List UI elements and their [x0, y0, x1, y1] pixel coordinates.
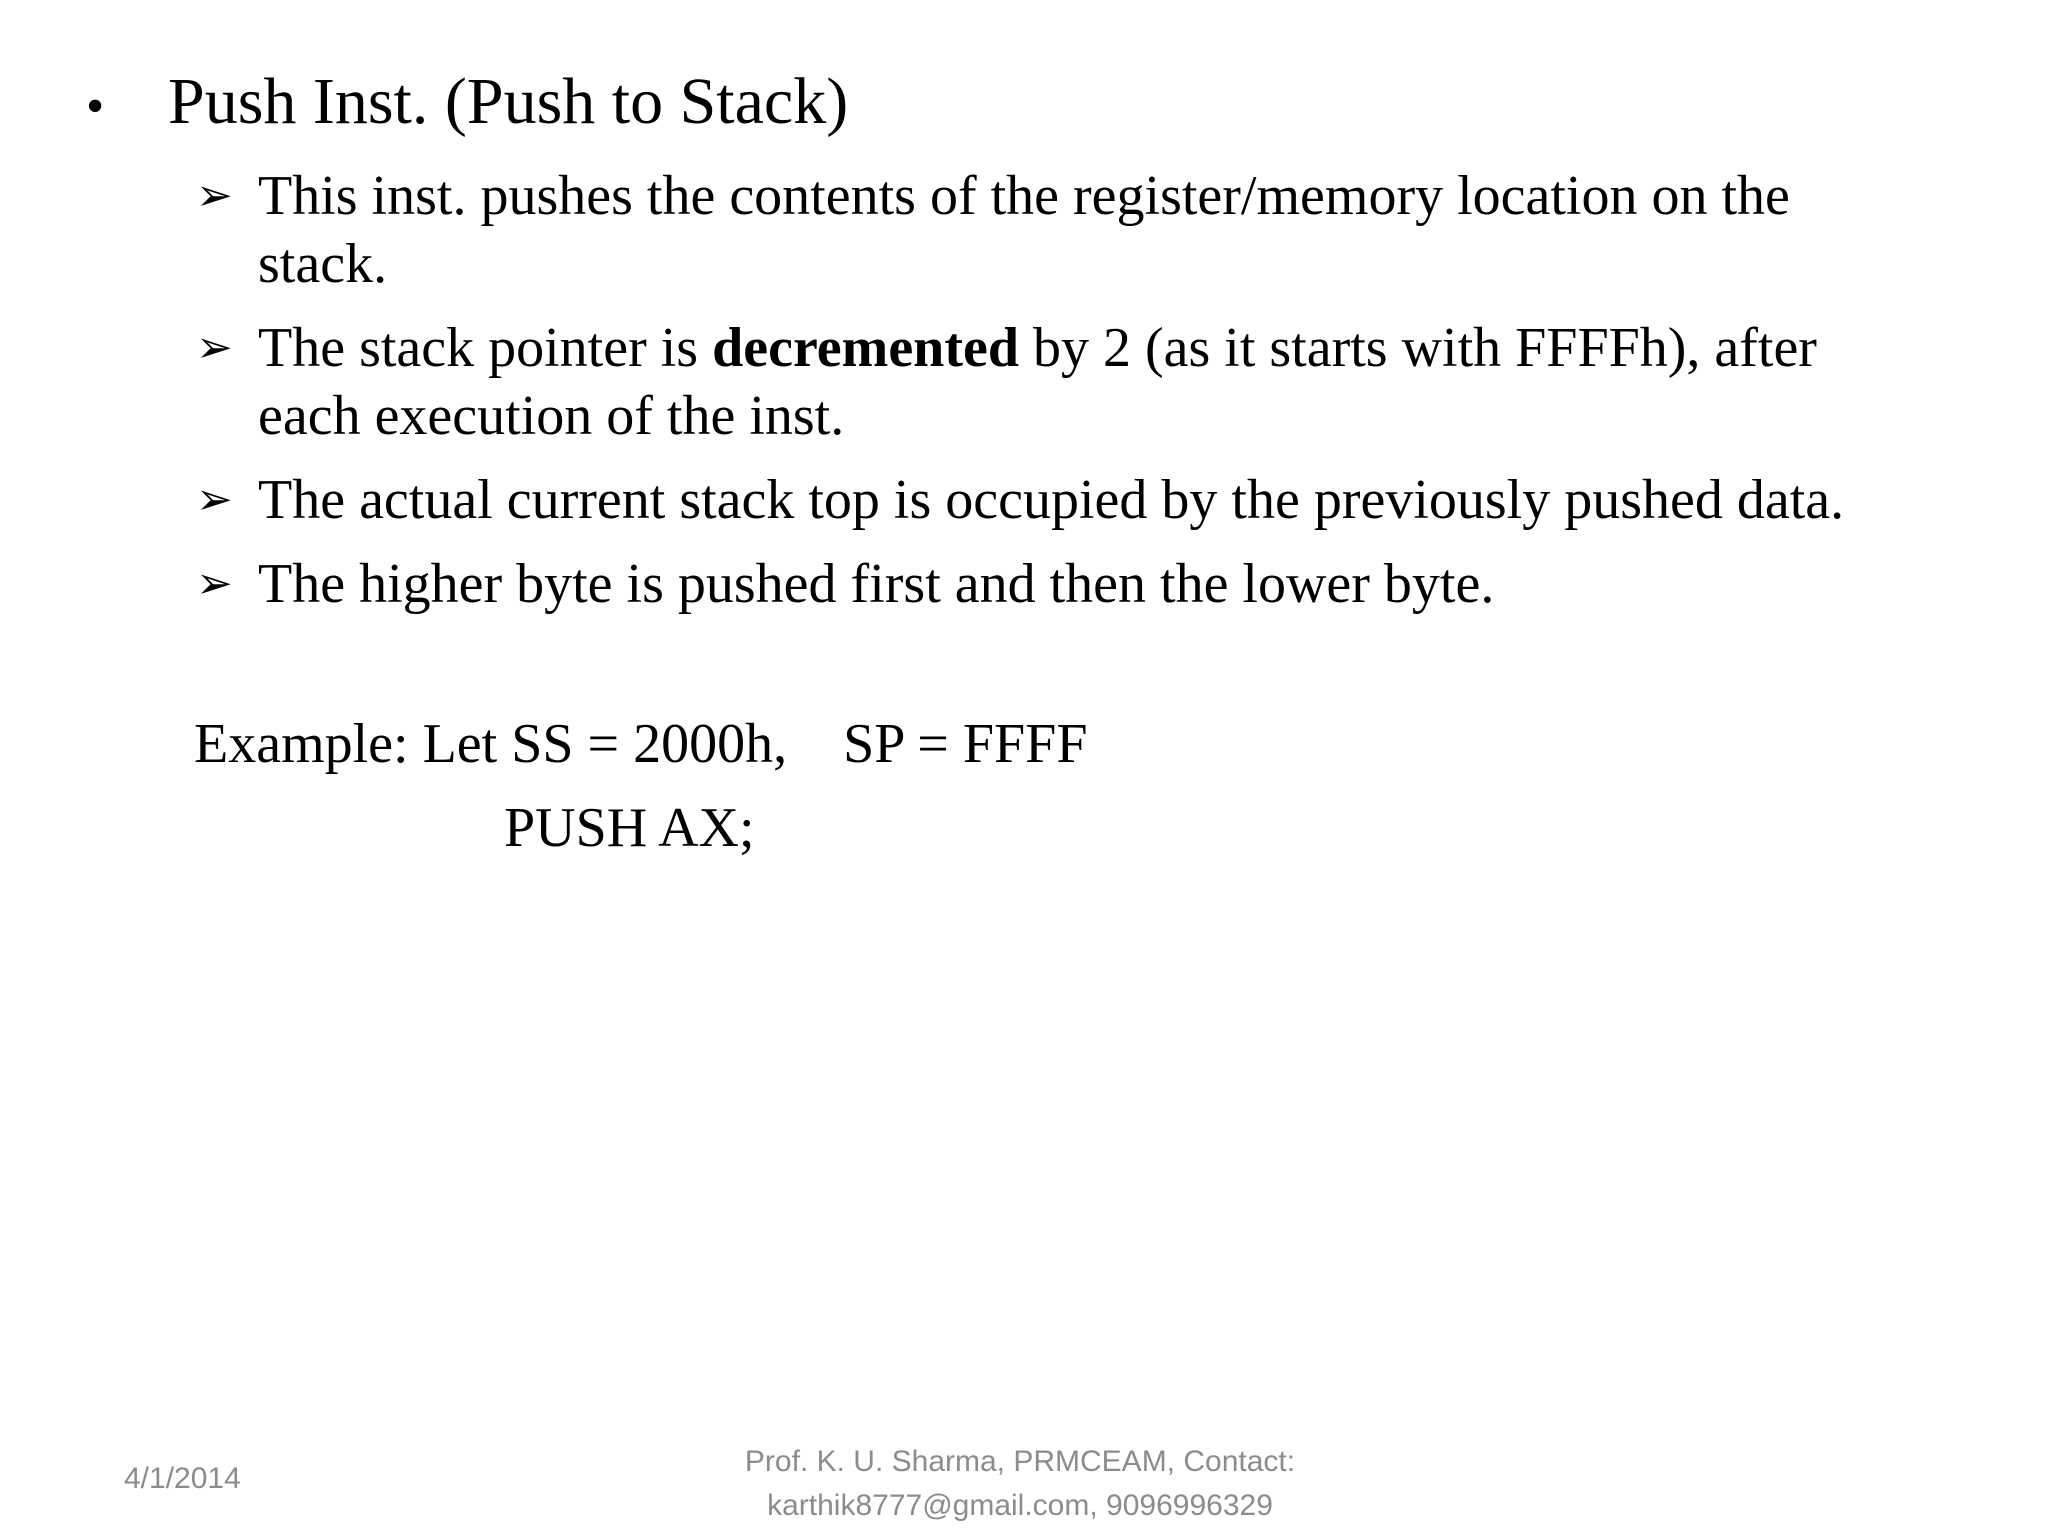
sub-point-text: The higher byte is pushed first and then the lower byte.: [258, 553, 1495, 615]
arrow-bullet-icon: ➢: [196, 323, 233, 372]
sub-point-4: [196, 550, 1916, 618]
bullet-dot-icon: •: [86, 78, 105, 135]
sub-point-2: [196, 314, 1916, 450]
arrow-bullet-icon: ➢: [196, 171, 233, 220]
arrow-bullet-icon: ➢: [196, 559, 233, 608]
footer-date: 4/1/2014: [124, 1462, 241, 1495]
example-line-2: PUSH AX;: [504, 797, 755, 859]
sub-point-text: The actual current stack top is occupied by the previously pushed data.: [258, 469, 1845, 531]
sub-point-3: [196, 466, 1916, 534]
slide-title: Push Inst. (Push to Stack): [168, 65, 849, 138]
footer-author-line-1: Prof. K. U. Sharma, PRMCEAM, Contact:: [744, 1445, 1296, 1478]
sub-point-1: [196, 162, 1916, 298]
footer-author-line-2: karthik8777@gmail.com, 9096996329: [767, 1489, 1273, 1522]
arrow-bullet-icon: ➢: [196, 475, 233, 524]
emphasis-decremented: decremented: [712, 317, 1019, 379]
sub-point-text-post: by 2 (as it starts with FFFFh), after each execution of the inst.: [258, 317, 1817, 447]
sub-point-text: [258, 314, 1916, 450]
sub-point-text: This inst. pushes the contents of the register/memory location on the stack.: [258, 165, 1790, 295]
sub-point-text-pre: The stack pointer is: [258, 317, 713, 379]
main-bullet: [86, 62, 1986, 147]
footer-author: [700, 1440, 1340, 1528]
example-line-1: Example: Let SS = 2000h, SP = FFFF: [194, 713, 1088, 775]
sub-point-list: [196, 162, 1916, 634]
